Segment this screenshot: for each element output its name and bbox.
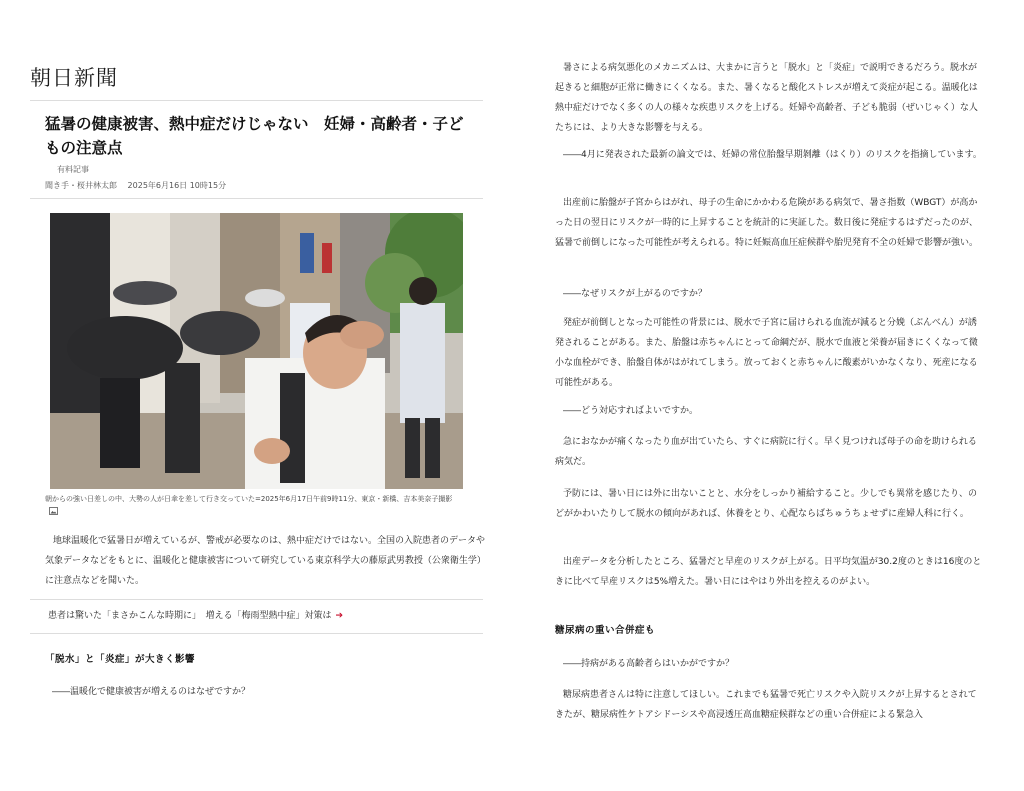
section-heading: 「脱水」と「炎症」が大きく影響 xyxy=(45,654,196,665)
interview-question: ――持病がある高齢者らはいかがですか？ xyxy=(563,659,735,669)
section-heading: 糖尿病の重い合併症も xyxy=(555,625,656,636)
divider xyxy=(30,100,483,101)
byline-interviewer: 聞き手・桜井林太郎 xyxy=(45,181,117,190)
interview-question: ――温暖化で健康被害が増えるのはなぜですか？ xyxy=(52,687,251,697)
divider xyxy=(30,198,483,199)
article-paragraph: 急におなかが痛くなったり血が出ていたら、すぐに病院に行く。早く見つければ母子の命を助けられる病気だ。 xyxy=(555,437,977,467)
article-paragraph: 発症が前倒しとなった可能性の背景には、脱水で子宮に届けられる血流が減ると分娩（ぶんべん）が誘発されることがある。また、胎盤は赤ちゃんにとって命綱だが、脱水で血液と栄養が届きにくくなって微小な血栓ができ、胎盤自体がはがれてしまう。放っておくと赤ちゃんに酸素がいかなくなり、死産になる可能性がある。 xyxy=(555,318,978,388)
interview-question: ――どう対応すればよいですか。 xyxy=(563,406,699,416)
article-paragraph: 出産前に胎盤が子宮からはがれ、母子の生命にかかわる危険がある病気で、暑さ指数（WBGT）が高かった日の翌日にリスクが一時的に上昇することを統計的に実証した。数日後に発症するはずだったのが、猛暑で前倒しになった可能性が考えられる。特に妊娠高血圧症候群や胎児発育不全の妊婦で影響が強い。 xyxy=(555,198,979,248)
arrow-right-icon: ➔ xyxy=(335,611,344,621)
article-headline: 猛暑の健康被害、熱中症だけじゃない 妊婦・高齢者・子どもの注意点 xyxy=(45,115,464,157)
article-paragraph: 糖尿病患者さんは特に注意してほしい。これまでも猛暑で死亡リスクや入院リスクが上昇するとされてきたが、糖尿病性ケトアシドーシスや高浸透圧高血糖症候群などの重い合併症による緊急入 xyxy=(555,690,977,720)
article-lead: 地球温暖化で猛暑日が増えているが、警戒が必要なのは、熱中症だけではない。全国の入院患者のデータや気象データなどをもとに、温暖化と健康被害について研究している東京科学大の藤原武男教授（公衆衛生学）に注意点などを聞いた。 xyxy=(45,536,486,586)
article-paragraph: 暑さによる病気悪化のメカニズムは、大まかに言うと「脱水」と「炎症」で説明できるだろう。脱水が起きると細胞が正常に働きにくくなる。また、暑くなると酸化ストレスが増えて炎症が起こる。温暖化は熱中症だけでなく多くの人の様々な疾患リスクを上げる。妊婦や高齢者、子ども脆弱（ぜいじゃく）な人たちには、より大きな影響を与える。 xyxy=(555,63,978,133)
related-link-text: 患者は驚いた「まさかこんな時期に」 増える「梅雨型熱中症」対策は xyxy=(48,611,332,621)
masthead-logo[interactable]: 朝日新聞 xyxy=(30,66,118,90)
paid-article-badge: 有料記事 xyxy=(57,165,89,174)
article-paragraph: 予防には、暑い日には外に出ないことと、水分をしっかり補給すること。少しでも異常を感じたり、のどがかわいたりして脱水の傾向があれば、休養をとり、心配ならばちゅうちょせずに産婦人科に行く。 xyxy=(555,489,978,519)
interview-question: ――4月に発表された最新の論文では、妊婦の常位胎盤早期剝離（はくり）のリスクを指摘しています。 xyxy=(563,150,982,160)
article-paragraph: 出産データを分析したところ、猛暑だと早産のリスクが上がる。日平均気温が30.2度のときは16度のときに比べて早産リスクは5%増えた。暑い日にはやはり外出を控えるのがよい。 xyxy=(555,557,982,587)
divider xyxy=(30,599,483,600)
byline-date: 2025年6月16日 10時15分 xyxy=(127,181,227,190)
divider xyxy=(30,633,483,634)
photo-caption: 朝からの強い日差しの中、大勢の人が日傘を差して行き交っていた=2025年6月17日午前9時11分、東京・新橋、吉本美奈子撮影 xyxy=(45,495,453,503)
related-article-link[interactable] xyxy=(48,608,343,621)
article-photo[interactable] xyxy=(50,213,463,489)
image-icon[interactable] xyxy=(49,507,58,515)
interview-question: ――なぜリスクが上がるのですか？ xyxy=(563,289,707,299)
byline xyxy=(45,180,234,191)
